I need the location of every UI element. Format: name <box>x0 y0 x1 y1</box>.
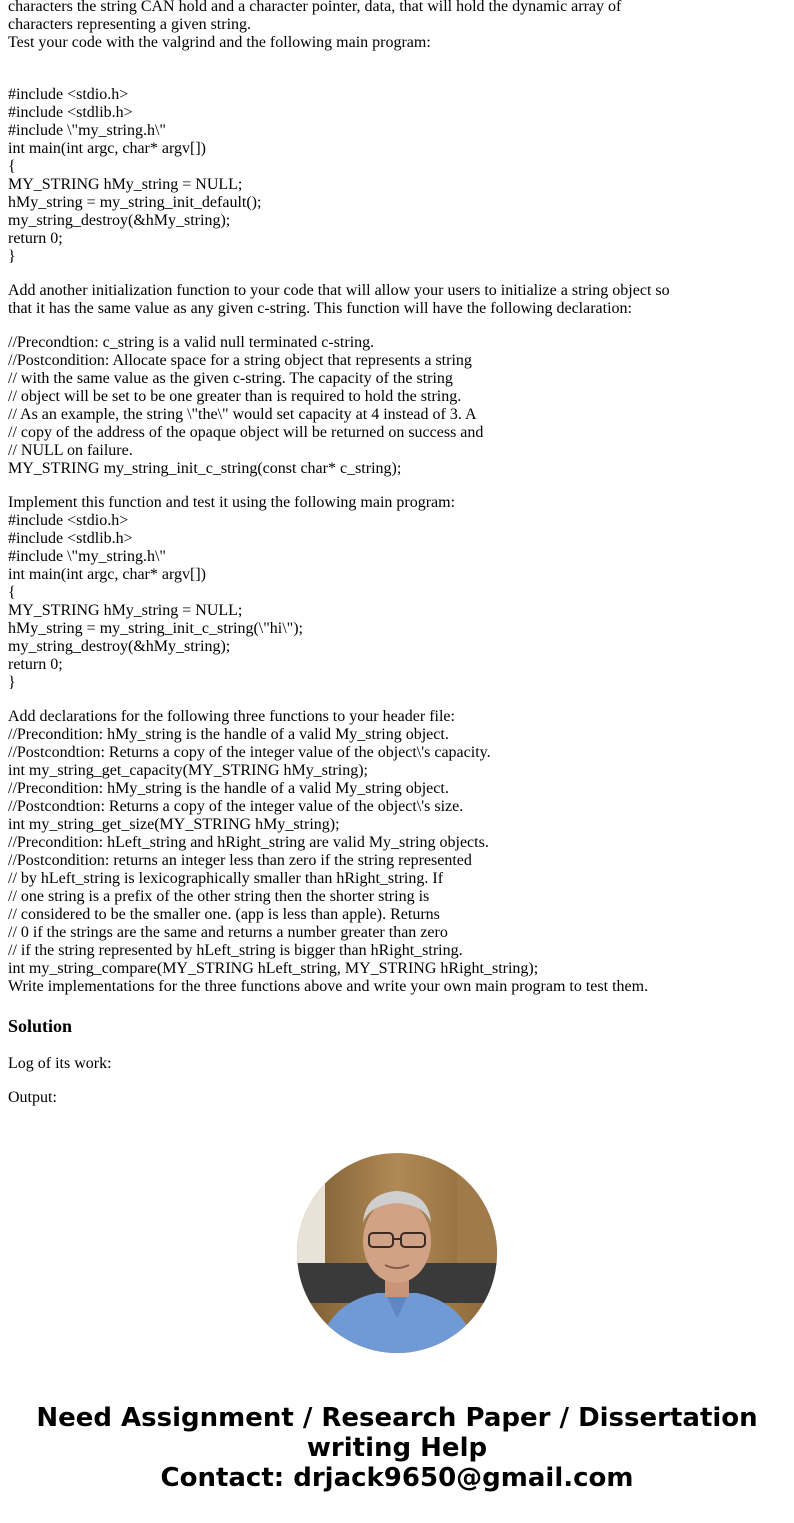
code-line: // copy of the address of the opaque object will be returned on success and <box>8 424 484 441</box>
code-line: my_string_destroy(&hMy_string); <box>8 638 231 655</box>
code-line: #include <stdio.h> <box>8 512 129 529</box>
code-block-default-init <box>8 86 261 266</box>
solution-heading: Solution <box>8 1016 73 1036</box>
text-line: Add another initialization function to your code that will allow your users to initialize a string object so <box>8 282 670 299</box>
promo-banner <box>0 1403 794 1493</box>
code-line: //Postcondtion: Returns a copy of the integer value of the object\'s capacity. <box>8 744 491 761</box>
text-line: characters representing a given string. <box>8 16 252 33</box>
code-line: // NULL on failure. <box>8 442 133 459</box>
code-line: //Precondition: hLeft_string and hRight_string are valid My_string objects. <box>8 834 489 851</box>
promo-line: Need Assignment / Research Paper / Dissertation <box>36 1403 758 1433</box>
code-line: #include <stdlib.h> <box>8 104 133 121</box>
code-line: // with the same value as the given c-string. The capacity of the string <box>8 370 453 387</box>
text-line: Test your code with the valgrind and the following main program: <box>8 34 431 51</box>
code-block-accessors <box>8 708 648 996</box>
code-line: int main(int argc, char* argv[]) <box>8 566 206 583</box>
code-line: // object will be set to be one greater than is required to hold the string. <box>8 388 462 405</box>
code-line: #include \"my_string.h\" <box>8 122 166 139</box>
code-line: // by hLeft_string is lexicographically smaller than hRight_string. If <box>8 870 444 887</box>
code-line: int my_string_get_capacity(MY_STRING hMy_string); <box>8 762 368 779</box>
code-line: int main(int argc, char* argv[]) <box>8 140 206 157</box>
code-line: // one string is a prefix of the other string then the shorter string is <box>8 888 430 905</box>
code-line: { <box>8 158 16 175</box>
log-label: Log of its work: <box>8 1055 112 1072</box>
code-line: #include \"my_string.h\" <box>8 548 166 565</box>
code-line: hMy_string = my_string_init_default(); <box>8 194 262 211</box>
code-line: return 0; <box>8 230 63 247</box>
code-line: int my_string_get_size(MY_STRING hMy_string); <box>8 816 340 833</box>
promo-contact: Contact: drjack9650@gmail.com <box>160 1463 634 1493</box>
text-line: Add declarations for the following three functions to your header file: <box>8 708 455 725</box>
output-label: Output: <box>8 1089 57 1106</box>
code-block-c-string-decl <box>8 334 483 478</box>
text-line: that it has the same value as any given c-string. This function will have the following declaration: <box>8 300 632 317</box>
code-line: //Precondtion: c_string is a valid null terminated c-string. <box>8 334 375 351</box>
code-line: //Precondition: hMy_string is the handle of a valid My_string object. <box>8 726 449 743</box>
code-line: { <box>8 584 16 601</box>
code-line: //Precondition: hMy_string is the handle of a valid My_string object. <box>8 780 449 797</box>
code-line: // if the string represented by hLeft_string is bigger than hRight_string. <box>8 942 463 959</box>
code-line: #include <stdio.h> <box>8 86 129 103</box>
code-line: // considered to be the smaller one. (app is less than apple). Returns <box>8 906 440 923</box>
code-line: //Postcondtion: Returns a copy of the integer value of the object\'s size. <box>8 798 464 815</box>
code-line: my_string_destroy(&hMy_string); <box>8 212 231 229</box>
code-line: hMy_string = my_string_init_c_string(\"hi\"); <box>8 620 303 637</box>
paragraph-c-string-init <box>8 282 670 318</box>
code-line: } <box>8 248 16 265</box>
code-block-c-string-test <box>8 494 455 692</box>
code-line: //Postcondition: returns an integer less than zero if the string represented <box>8 852 472 869</box>
code-line: } <box>8 674 16 691</box>
promo-line: writing Help <box>306 1433 488 1463</box>
code-line: MY_STRING my_string_init_c_string(const char* c_string); <box>8 460 402 477</box>
text-line: Implement this function and test it using the following main program: <box>8 494 456 511</box>
code-line: MY_STRING hMy_string = NULL; <box>8 176 243 193</box>
author-photo-icon <box>297 1153 497 1353</box>
author-avatar <box>297 1153 497 1353</box>
code-line: #include <stdlib.h> <box>8 530 133 547</box>
code-line: // As an example, the string \"the\" would set capacity at 4 instead of 3. A <box>8 406 477 423</box>
code-line: int my_string_compare(MY_STRING hLeft_string, MY_STRING hRight_string); <box>8 960 539 977</box>
code-line: return 0; <box>8 656 63 673</box>
code-line: // 0 if the strings are the same and returns a number greater than zero <box>8 924 448 941</box>
text-line: Write implementations for the three functions above and write your own main program to test them. <box>8 978 649 995</box>
code-line: MY_STRING hMy_string = NULL; <box>8 602 243 619</box>
code-line: //Postcondition: Allocate space for a string object that represents a string <box>8 352 472 369</box>
text-line: characters the string CAN hold and a character pointer, data, that will hold the dynamic array of <box>8 0 622 15</box>
